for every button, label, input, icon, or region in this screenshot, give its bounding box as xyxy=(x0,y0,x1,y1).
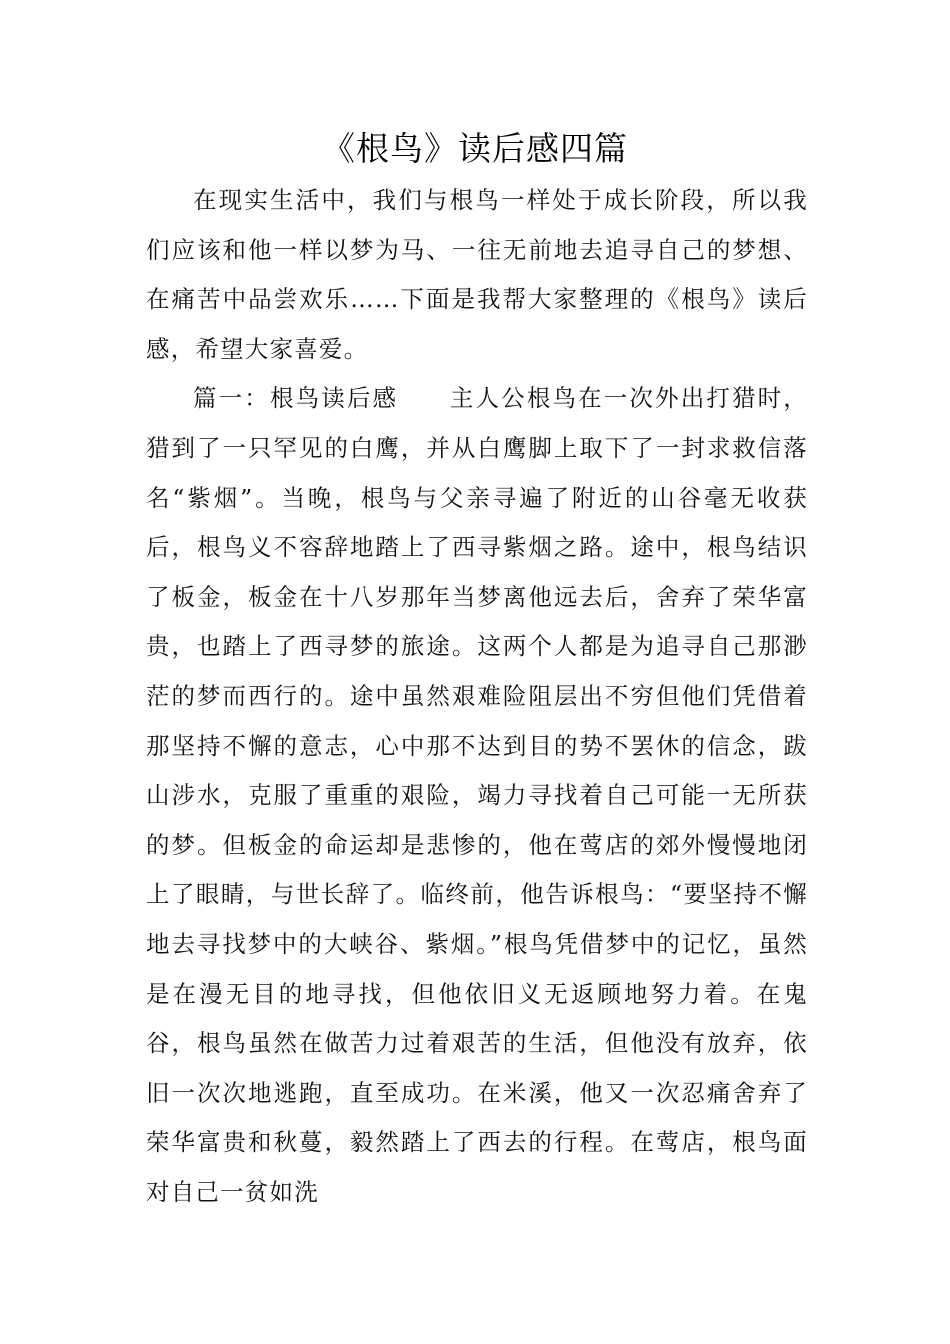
document-title: 《根鸟》读后感四篇 xyxy=(322,129,628,168)
section-1-paragraph xyxy=(146,374,808,1217)
intro-paragraph: 在现实生活中，我们与根鸟一样处于成长阶段，所以我们应该和他一样以梦为马、一往无前地去追寻自己的梦想、在痛苦中品尝欢乐……下面是我帮大家整理的《根鸟》读后感，希望大家喜爱。 xyxy=(146,186,808,363)
section-1-text: 主人公根鸟在一次外出打猎时，猎到了一只罕见的白鹰，并从白鹰脚上取下了一封求救信落名“紫烟”。当晚，根鸟与父亲寻遍了附近的山谷毫无收获后，根鸟义不容辞地踏上了西寻紫烟之路。途中，根鸟结识了板金，板金在十八岁那年当梦离他远去后，舍弃了荣华富贵，也踏上了西寻梦的旅途。这两个人都是为追寻自己那渺茫的梦而西行的。途中虽然艰难险阻层出不穷但他们凭借着那坚持不懈的意志，心中那不达到目的势不罢休的信念，跋山涉水，克服了重重的艰险，竭力寻找着自己可能一无所获的梦。但板金的命运却是悲惨的，他在莺店的郊外慢慢地闭上了眼睛，与世长辞了。临终前，他告诉根鸟：“要坚持不懈地去寻找梦中的大峡谷、紫烟。”根鸟凭借梦中的记忆，虽然是在漫无目的地寻找，但他依旧义无返顾地努力着。在鬼谷，根鸟虽然在做苦力过着艰苦的生活，但他没有放弃，依旧一次次地逃跑，直至成功。在米溪，他又一次忍痛舍弃了荣华富贵和秋蔓，毅然踏上了西去的行程。在莺店，根鸟面对自己一贫如洗 xyxy=(146,384,808,1206)
section-1-label: 篇一：根鸟读后感 xyxy=(193,384,399,413)
document-body xyxy=(146,176,808,1217)
